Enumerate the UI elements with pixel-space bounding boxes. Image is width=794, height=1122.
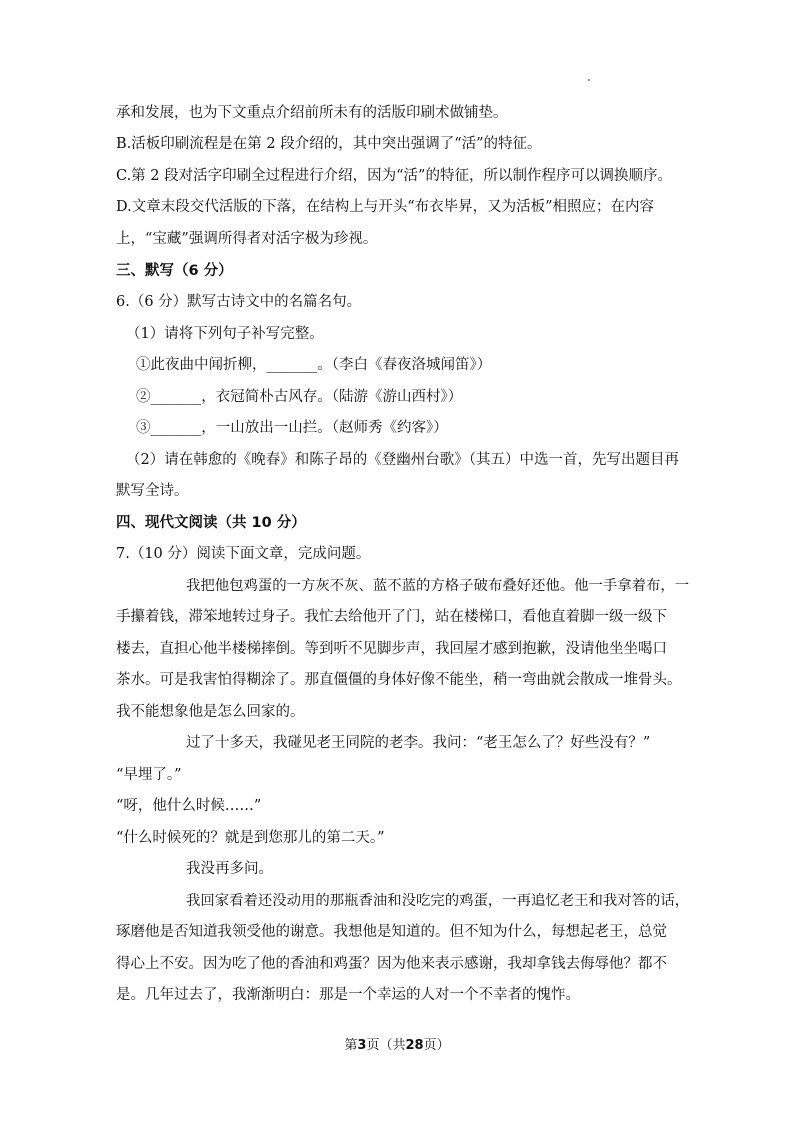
footer-total-pages: 28 bbox=[405, 1038, 424, 1053]
dialogue-line: “早埋了。” bbox=[116, 767, 182, 783]
option-c: C.第 2 段对活字印刷全过程进行介绍，因为“活”的特征，所以制作程序可以调换顺序。 bbox=[116, 168, 672, 184]
footer-suffix: 页） bbox=[423, 1038, 450, 1053]
passage-line: 是。几年过去了，我渐渐明白：那是一个幸运的人对一个不幸者的愧怍。 bbox=[116, 987, 580, 1003]
passage-line: 我不能想象他是怎么回家的。 bbox=[116, 704, 305, 720]
fill-item-2: ②_______，衣冠简朴古风存。（陆游《游山西村》） bbox=[136, 389, 463, 405]
passage-line: 我把他包鸡蛋的一方灰不灰、蓝不蓝的方格子破布叠好还他。他一手拿着布，一 bbox=[186, 578, 690, 594]
passage-line: 琢磨他是否知道我领受他的谢意。我想他是知道的。但不知为什么，每想起老王，总觉 bbox=[116, 924, 667, 940]
passage-line: 我回家看着还没动用的那瓶香油和没吃完的鸡蛋，一再追忆老王和我对答的话， bbox=[186, 893, 690, 909]
section-heading-reading: 四、现代文阅读（共 10 分） bbox=[116, 515, 306, 531]
passage-line: 楼去，直担心他半楼梯摔倒。等到听不见脚步声，我回屋才感到抱歉，没请他坐坐喝口 bbox=[116, 641, 667, 657]
text-line: 承和发展，也为下文重点介绍前所未有的活版印刷术做铺垫。 bbox=[116, 105, 508, 121]
fill-item-3: ③_______，一山放出一山拦。（赵师秀《约客》） bbox=[136, 420, 448, 436]
section-heading-dictation: 三、默写（6 分） bbox=[116, 263, 233, 279]
option-d: D.文章末段交代活版的下落，在结构上与开头“布衣毕昇，又为活板”相照应；在内容 bbox=[116, 199, 655, 215]
footer-page-number: 3 bbox=[357, 1038, 367, 1053]
passage-line: 得心上不安。因为吃了他的香油和鸡蛋？因为他来表示感谢，我却拿钱去侮辱他？都不 bbox=[116, 956, 667, 972]
dialogue-line: “什么时候死的？就是到您那儿的第二天。” bbox=[116, 830, 385, 846]
footer-prefix: 第 bbox=[344, 1038, 358, 1053]
footer-mid: 页（共 bbox=[366, 1038, 406, 1053]
passage-line: 过了十多天，我碰见老王同院的老李。我问：“老王怎么了？好些没有？” bbox=[186, 735, 651, 751]
dialogue-line: “呀，他什么时候……” bbox=[116, 798, 262, 814]
option-b: B.活板印刷流程是在第 2 段介绍的，其中突出强调了“活”的特征。 bbox=[116, 136, 542, 152]
text-line: 默写全诗。 bbox=[116, 483, 189, 499]
sub-question-1: （1）请将下列句子补写完整。 bbox=[126, 326, 324, 342]
passage-line: 我没再多问。 bbox=[186, 861, 273, 877]
question-6: 6.（6 分）默写古诗文中的名篇名句。 bbox=[116, 294, 362, 310]
page-footer bbox=[0, 1037, 794, 1055]
sub-question-2: （2）请在韩愈的《晚春》和陈子昂的《登幽州台歌》（其五）中选一首，先写出题目再 bbox=[126, 452, 679, 468]
passage-line: 手攥着钱，滞笨地转过身子。我忙去给他开了门，站在楼梯口，看他直着脚一级一级下 bbox=[116, 609, 667, 625]
question-7: 7.（10 分）阅读下面文章，完成问题。 bbox=[116, 546, 371, 562]
scan-dot bbox=[588, 79, 590, 81]
fill-item-1: ①此夜曲中闻折柳，_______。（李白《春夜洛城闻笛》） bbox=[136, 357, 492, 373]
text-line: 上，“宝藏”强调所得者对活字极为珍视。 bbox=[116, 231, 378, 247]
passage-line: 茶水。可是我害怕得糊涂了。那直僵僵的身体好像不能坐，稍一弯曲就会散成一堆骨头。 bbox=[116, 672, 682, 688]
